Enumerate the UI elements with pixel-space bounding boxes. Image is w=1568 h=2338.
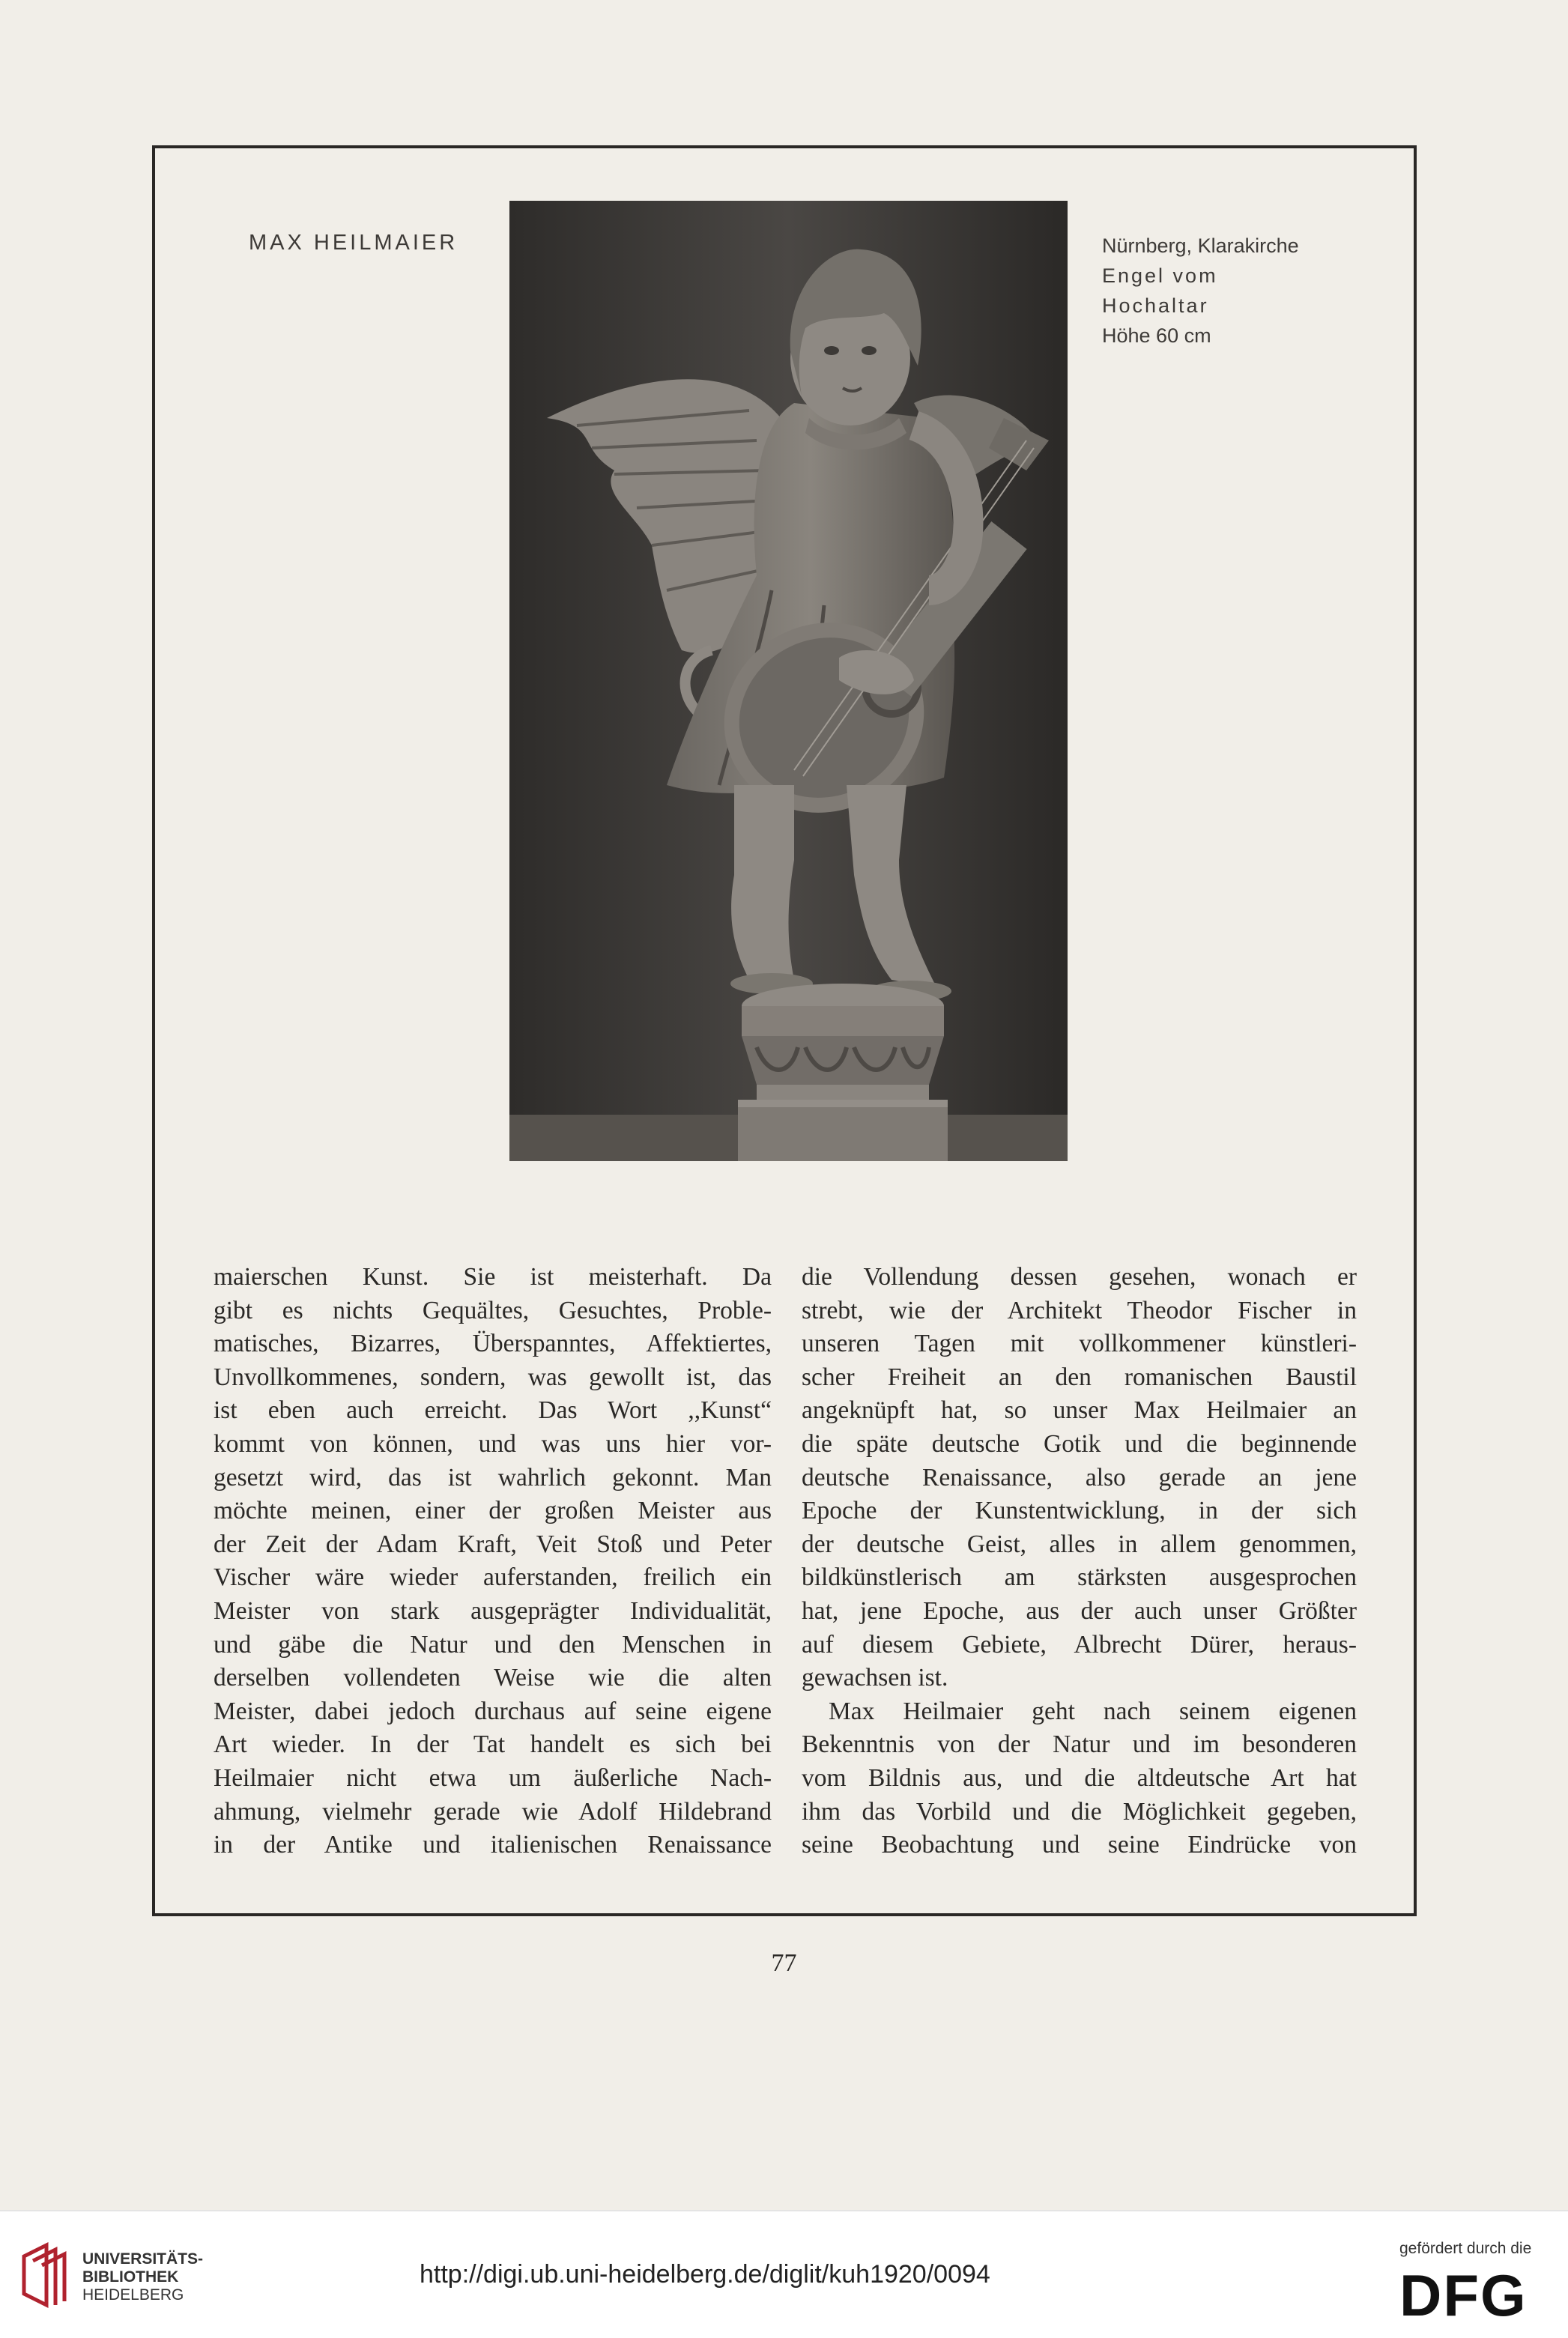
caption-location: Nürnberg, Klarakirche (1102, 234, 1299, 257)
text-line: unseren Tagen mit vollkommener künstleri- (802, 1330, 1357, 1358)
text-line: kommt von können, und was uns hier vor- (214, 1429, 772, 1458)
text-line: gesetzt wird, das ist wahrlich gekonnt. Man (214, 1463, 772, 1491)
text-line: gewachsen ist. (802, 1664, 948, 1692)
text-line: ihm das Vorbild und die Möglichkeit gegeben, (802, 1797, 1357, 1826)
text-line: und gäbe die Natur und den Menschen in (214, 1630, 772, 1659)
text-line: Max Heilmaier geht nach seinem eigenen (829, 1697, 1357, 1725)
text-line: Vischer wäre wieder auferstanden, freilich ein (214, 1563, 772, 1592)
text-line: hat, jene Epoche, aus der auch unser Größter (802, 1596, 1357, 1625)
dfg-logo: DFG (1399, 2262, 1528, 2328)
artist-name: MAX HEILMAIER (249, 231, 458, 255)
text-line: maierschen Kunst. Sie ist meisterhaft. Da (214, 1263, 772, 1291)
text-line: der Zeit der Adam Kraft, Veit Stoß und Peter (214, 1530, 772, 1558)
text-line: deutsche Renaissance, also gerade an jene (802, 1463, 1357, 1491)
text-line: bildkünstlerisch am stärksten ausgesprochen (802, 1563, 1357, 1592)
text-line: matisches, Bizarres, Überspanntes, Affektiertes, (214, 1330, 772, 1358)
caption-title-line2: Hochaltar (1102, 294, 1209, 317)
library-name-line: HEIDELBERG (82, 2286, 184, 2304)
text-line: Art wieder. In der Tat handelt es sich bei (214, 1730, 772, 1759)
sculpture-photo (509, 201, 1068, 1161)
text-line: gibt es nichts Gequältes, Gesuchtes, Proble- (214, 1296, 772, 1324)
caption-title-line1: Engel vom (1102, 264, 1218, 287)
text-line: Meister, dabei jedoch durchaus auf seine eigene (214, 1697, 772, 1725)
text-line: Bekenntnis von der Natur und im besonderen (802, 1730, 1357, 1759)
text-line: möchte meinen, einer der großen Meister aus (214, 1497, 772, 1525)
text-line: die späte deutsche Gotik und die beginnende (802, 1429, 1357, 1458)
caption-height: Höhe 60 cm (1102, 324, 1211, 347)
sponsor-label: gefördert durch die (1399, 2240, 1532, 2257)
university-library-logo-icon (16, 2241, 76, 2309)
text-line: vom Bildnis aus, und die altdeutsche Art hat (802, 1763, 1357, 1792)
text-line: in der Antike und italienischen Renaissance (214, 1831, 772, 1859)
text-line: der deutsche Geist, alles in allem genommen, (802, 1530, 1357, 1558)
text-line: seine Beobachtung und seine Eindrücke von (802, 1831, 1357, 1859)
text-line: Heilmaier nicht etwa um äußerliche Nach- (214, 1763, 772, 1792)
text-line: die Vollendung dessen gesehen, wonach er (802, 1263, 1357, 1291)
text-line: derselben vollendeten Weise wie die alten (214, 1664, 772, 1692)
page-number: 77 (771, 1949, 797, 1977)
text-column-right (802, 1261, 1357, 1862)
library-name (82, 2250, 203, 2304)
library-name-line: BIBLIOTHEK (82, 2268, 179, 2286)
digitization-footer (0, 2210, 1568, 2338)
source-url-link[interactable]: http://digi.ub.uni-heidelberg.de/diglit/kuh1920/0094 (420, 2260, 990, 2289)
text-line: Epoche der Kunstentwicklung, in der sich (802, 1497, 1357, 1525)
text-line: angeknüpft hat, so unser Max Heilmaier an (802, 1396, 1357, 1425)
text-line: ahmung, vielmehr gerade wie Adolf Hildebrand (214, 1797, 772, 1826)
text-column-left (214, 1261, 772, 1862)
text-line: Meister von stark ausgeprägter Individualität, (214, 1596, 772, 1625)
text-line: auf diesem Gebiete, Albrecht Dürer, heraus- (802, 1630, 1357, 1659)
text-line: scher Freiheit an den romanischen Baustil (802, 1363, 1357, 1391)
library-name-line: UNIVERSITÄTS- (82, 2250, 204, 2268)
text-line: strebt, wie der Architekt Theodor Fischer in (802, 1296, 1357, 1324)
text-line: Unvollkommenes, sondern, was gewollt ist, das (214, 1363, 772, 1391)
angel-sculpture-image (509, 201, 1068, 1161)
photo-caption (1102, 231, 1357, 351)
text-line: ist eben auch erreicht. Das Wort ,,Kunst“ (214, 1396, 772, 1425)
